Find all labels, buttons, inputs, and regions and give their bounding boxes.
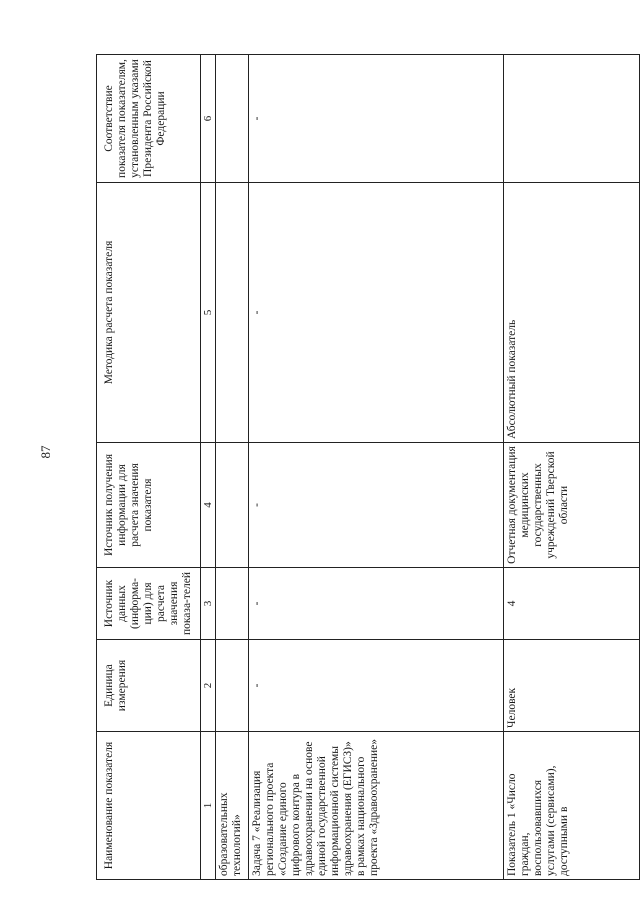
cell-name: образовательных технологий» (216, 732, 249, 880)
cell-method: - (249, 183, 504, 443)
header-method: Методика расчета показателя (97, 183, 201, 443)
cell-source-data (216, 568, 249, 640)
table-wrapper (96, 55, 616, 880)
header-source-data: Источник данных (информа-ции) для расчета значения показа-телей (97, 568, 201, 640)
table-row (504, 55, 640, 880)
column-number: 1 (201, 732, 216, 880)
cell-source-data: 4 (504, 568, 640, 640)
header-name: Наименование показателя (97, 732, 201, 880)
cell-method (216, 183, 249, 443)
cell-unit: Человек (504, 640, 640, 732)
cell-unit: - (249, 640, 504, 732)
cell-source-data: - (249, 568, 504, 640)
page-number: 87 (38, 445, 53, 459)
table-row (249, 55, 504, 880)
header-compliance: Соответствие показателя показателям, установленным указами Президента Российской Федерации (97, 55, 201, 183)
column-number: 2 (201, 640, 216, 732)
column-number: 3 (201, 568, 216, 640)
column-number: 5 (201, 183, 216, 443)
column-number-row (201, 55, 216, 880)
cell-compliance (504, 55, 640, 183)
column-number: 4 (201, 443, 216, 568)
header-unit: Единица измерения (97, 640, 201, 732)
cell-compliance: - (249, 55, 504, 183)
cell-source-info: - (249, 443, 504, 568)
cell-method: Абсолютный показатель (504, 183, 640, 443)
table-row (216, 55, 249, 880)
header-source-info: Источник получения информации для расчета значения показателя (97, 443, 201, 568)
cell-source-info (216, 443, 249, 568)
cell-source-info: Отчетная документация медицинских государственных учреждений Тверской области (504, 443, 640, 568)
rotated-table-area (96, 55, 616, 880)
cell-name: Показатель 1 «Число граждан, воспользовавшихся услугами (сервисами), доступными в (504, 732, 640, 880)
cell-name: Задача 7 «Реализация регионального проекта «Создание единого цифрового контура в здравоохранении на основе единой государственной информационной системы здравоохранения (ЕГИСЗ)» в рамках национального проекта «Здравоохранение» (249, 732, 504, 880)
cell-compliance (216, 55, 249, 183)
indicators-table (96, 54, 640, 880)
header-row (97, 55, 201, 880)
cell-unit (216, 640, 249, 732)
column-number: 6 (201, 55, 216, 183)
